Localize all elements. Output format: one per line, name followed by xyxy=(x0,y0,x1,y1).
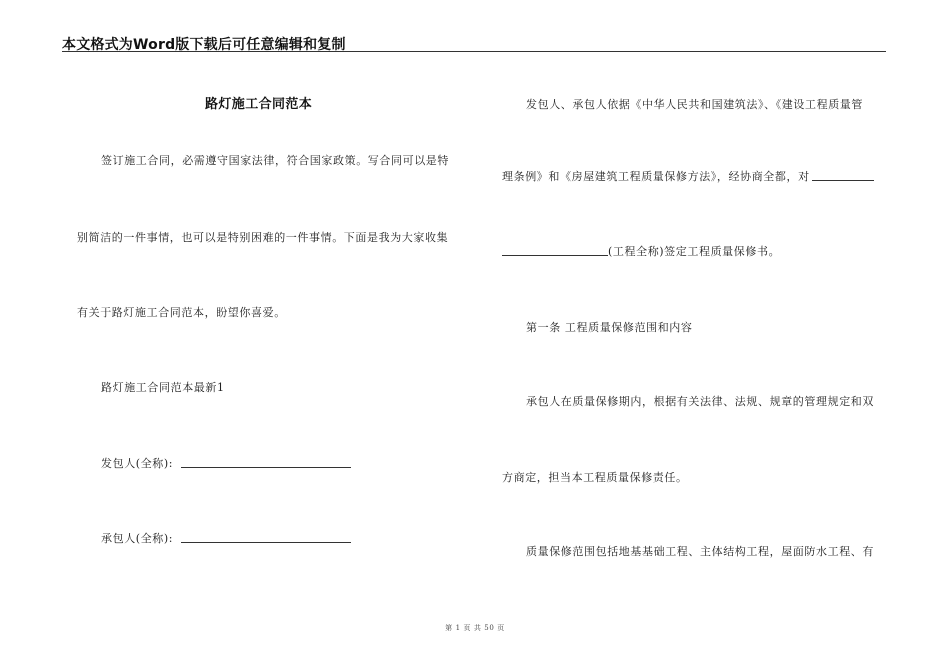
right-line-2-text: 理条例》和《房屋建筑工程质量保修方法》，经协商全都，对 xyxy=(502,170,810,183)
article-1-heading: 第一条 工程质量保修范围和内容 xyxy=(526,321,693,334)
right-line-3-text: (工程全称)签定工程质量保修书。 xyxy=(608,245,781,258)
section-heading: 路灯施工合同范本最新1 xyxy=(101,381,225,394)
page-header-title: 本文格式为Word版下载后可任意编辑和复制 xyxy=(62,37,346,53)
intro-line-3: 有关于路灯施工合同范本，盼望你喜爱。 xyxy=(77,306,286,319)
page-number: 第 1 页 共 50 页 xyxy=(445,624,505,632)
contractor-label: 承包人(全称): xyxy=(101,532,174,545)
header-divider xyxy=(62,51,886,52)
employer-label: 发包人(全称): xyxy=(101,457,174,470)
document-title: 路灯施工合同范本 xyxy=(205,97,313,112)
contractor-line xyxy=(101,530,351,546)
right-line-1: 发包人、承包人依据《中华人民共和国建筑法》、《建设工程质量管 xyxy=(526,98,863,111)
paragraph-1-line-2: 方商定，担当本工程质量保修责任。 xyxy=(502,471,688,484)
contractor-name-blank xyxy=(181,532,351,543)
paragraph-1-line-1: 承包人在质量保修期内，根据有关法律、法规、规章的管理规定和双 xyxy=(526,395,874,408)
employer-name-blank xyxy=(181,457,351,468)
employer-line xyxy=(101,455,351,471)
right-line-2 xyxy=(502,168,874,184)
project-name-blank-2 xyxy=(502,245,608,256)
intro-line-1: 签订施工合同，必需遵守国家法律，符合国家政策。写合同可以是特 xyxy=(101,154,449,167)
project-name-blank-1 xyxy=(812,170,874,181)
right-line-3 xyxy=(502,243,780,259)
paragraph-2-line-1: 质量保修范围包括地基基础工程、主体结构工程，屋面防水工程、有 xyxy=(526,545,874,558)
intro-line-2: 别简洁的一件事情，也可以是特别困难的一件事情。下面是我为大家收集 xyxy=(77,231,449,244)
